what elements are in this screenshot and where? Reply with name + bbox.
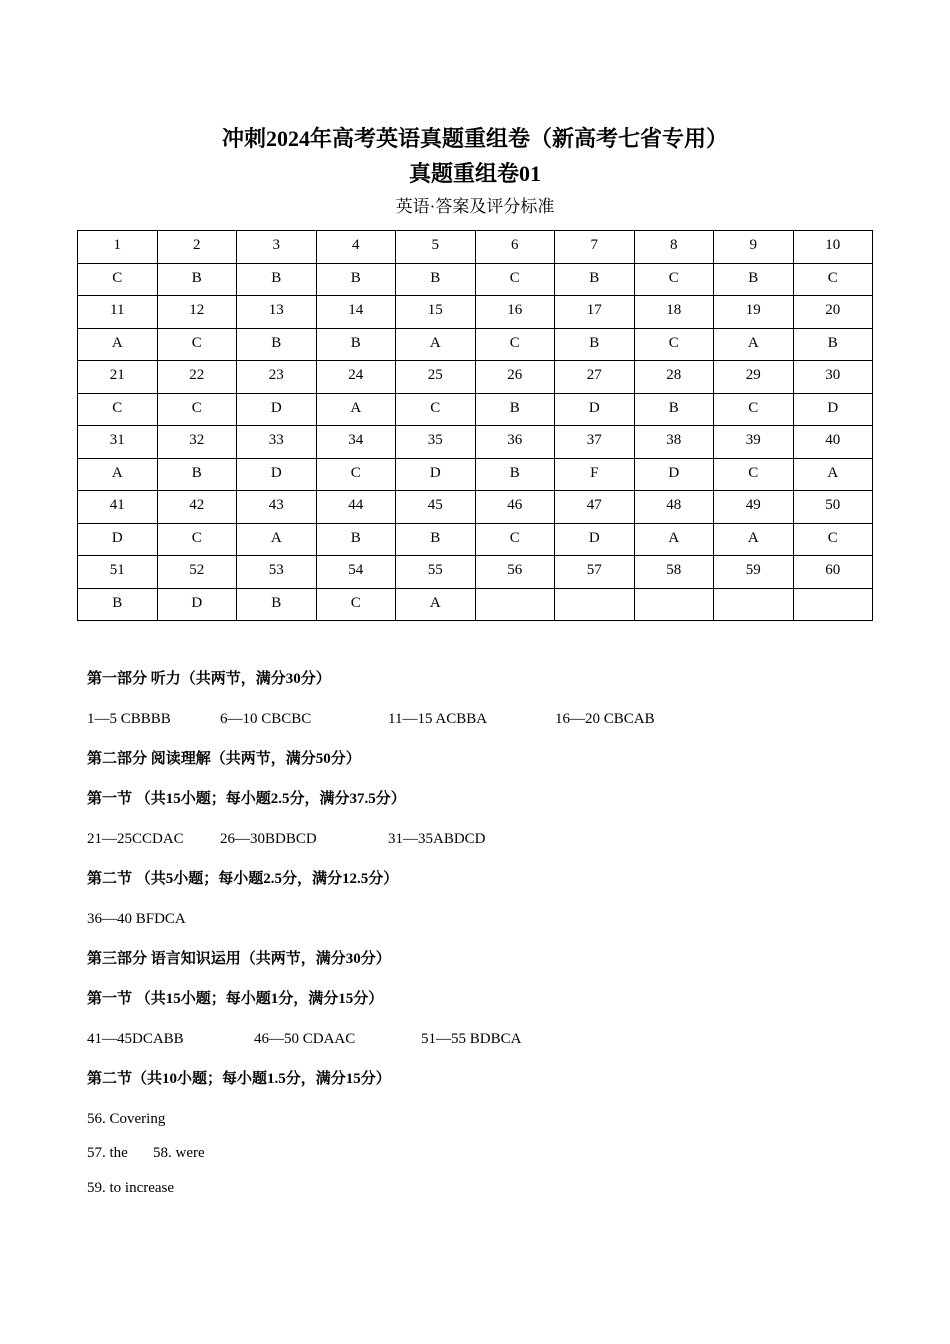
question-number-cell: 5 bbox=[396, 231, 476, 264]
question-number-cell: 18 bbox=[634, 296, 714, 329]
question-number-cell: 44 bbox=[316, 491, 396, 524]
answer-cell bbox=[793, 588, 873, 621]
question-number-row bbox=[78, 361, 873, 394]
answer-cell: D bbox=[237, 393, 317, 426]
question-number-cell: 59 bbox=[714, 556, 794, 589]
answer-cell: A bbox=[793, 458, 873, 491]
part1-heading: 第一部分 听力（共两节，满分30分） bbox=[87, 671, 331, 687]
answer-cell: B bbox=[793, 328, 873, 361]
fill-answers-row bbox=[87, 1143, 487, 1163]
answer-cell bbox=[555, 588, 635, 621]
answer-group: 46—50 CDAAC bbox=[254, 1031, 356, 1047]
question-number-cell: 52 bbox=[157, 556, 237, 589]
answer-cell: D bbox=[157, 588, 237, 621]
question-number-cell: 25 bbox=[396, 361, 476, 394]
question-number-cell: 41 bbox=[78, 491, 158, 524]
part3-heading: 第三部分 语言知识运用（共两节，满分30分） bbox=[87, 951, 391, 967]
question-number-cell: 2 bbox=[157, 231, 237, 264]
question-number-cell: 37 bbox=[555, 426, 635, 459]
answer-group: 21—25CCDAC bbox=[87, 831, 184, 847]
answer-cell: B bbox=[157, 458, 237, 491]
answer-cell: F bbox=[555, 458, 635, 491]
answer-cell: A bbox=[78, 328, 158, 361]
question-number-cell: 22 bbox=[157, 361, 237, 394]
answer-row bbox=[78, 263, 873, 296]
answer-cell: C bbox=[475, 263, 555, 296]
answer-cell: B bbox=[237, 328, 317, 361]
question-number-cell: 35 bbox=[396, 426, 476, 459]
part1-answers bbox=[87, 709, 787, 729]
question-number-cell: 53 bbox=[237, 556, 317, 589]
question-number-cell: 19 bbox=[714, 296, 794, 329]
answer-cell: C bbox=[793, 263, 873, 296]
question-number-cell: 42 bbox=[157, 491, 237, 524]
question-number-cell: 10 bbox=[793, 231, 873, 264]
answer-cell: A bbox=[714, 328, 794, 361]
answer-cell: D bbox=[634, 458, 714, 491]
question-number-cell: 36 bbox=[475, 426, 555, 459]
part2-section1-answers bbox=[87, 829, 787, 849]
question-number-cell: 45 bbox=[396, 491, 476, 524]
question-number-row bbox=[78, 296, 873, 329]
question-number-cell: 15 bbox=[396, 296, 476, 329]
answer-cell: D bbox=[396, 458, 476, 491]
question-number-cell: 21 bbox=[78, 361, 158, 394]
answer-cell: A bbox=[237, 523, 317, 556]
answer-cell: B bbox=[316, 328, 396, 361]
answer-row bbox=[78, 458, 873, 491]
question-number-cell: 9 bbox=[714, 231, 794, 264]
answer-cell: A bbox=[634, 523, 714, 556]
fill-answer-59: 59. to increase bbox=[87, 1180, 175, 1196]
answer-group: 31—35ABDCD bbox=[388, 831, 486, 847]
question-number-cell: 58 bbox=[634, 556, 714, 589]
answer-cell: B bbox=[475, 393, 555, 426]
question-number-row bbox=[78, 491, 873, 524]
answer-cell: C bbox=[316, 458, 396, 491]
answer-table-body bbox=[78, 231, 873, 621]
answer-cell: B bbox=[157, 263, 237, 296]
question-number-row bbox=[78, 426, 873, 459]
answer-table bbox=[77, 230, 873, 621]
question-number-cell: 48 bbox=[634, 491, 714, 524]
question-number-cell: 23 bbox=[237, 361, 317, 394]
answer-cell bbox=[714, 588, 794, 621]
part2-section2-heading: 第二节 （共5小题；每小题2.5分，满分12.5分） bbox=[87, 871, 399, 887]
answer-cell: C bbox=[316, 588, 396, 621]
answer-cell: A bbox=[396, 328, 476, 361]
answer-cell: B bbox=[78, 588, 158, 621]
answer-cell: A bbox=[78, 458, 158, 491]
answer-cell: B bbox=[316, 263, 396, 296]
answer-group: 16—20 CBCAB bbox=[555, 711, 655, 727]
question-number-cell: 54 bbox=[316, 556, 396, 589]
question-number-cell: 49 bbox=[714, 491, 794, 524]
answer-cell: B bbox=[316, 523, 396, 556]
question-number-cell: 7 bbox=[555, 231, 635, 264]
answer-cell: A bbox=[396, 588, 476, 621]
part3-section2-heading: 第二节（共10小题；每小题1.5分，满分15分） bbox=[87, 1071, 391, 1087]
answer-cell: D bbox=[793, 393, 873, 426]
fill-answer-56: 56. Covering bbox=[87, 1111, 166, 1127]
document-title: 冲刺2024年高考英语真题重组卷（新高考七省专用） bbox=[221, 126, 728, 151]
question-number-cell: 24 bbox=[316, 361, 396, 394]
answer-cell: C bbox=[714, 458, 794, 491]
answer-cell: C bbox=[157, 328, 237, 361]
answer-cell: C bbox=[78, 263, 158, 296]
fill-answer-58: 58. were bbox=[153, 1145, 205, 1161]
answer-cell: B bbox=[475, 458, 555, 491]
answer-cell: D bbox=[555, 523, 635, 556]
question-number-cell: 17 bbox=[555, 296, 635, 329]
question-number-cell: 6 bbox=[475, 231, 555, 264]
question-number-cell: 51 bbox=[78, 556, 158, 589]
question-number-cell: 12 bbox=[157, 296, 237, 329]
part2-section1-heading: 第一节 （共15小题；每小题2.5分，满分37.5分） bbox=[87, 791, 406, 807]
question-number-cell: 57 bbox=[555, 556, 635, 589]
answer-cell: B bbox=[237, 588, 317, 621]
answer-cell: C bbox=[634, 328, 714, 361]
document-subtitle: 真题重组卷01 bbox=[408, 161, 541, 186]
part3-section1-heading: 第一节 （共15小题；每小题1分，满分15分） bbox=[87, 991, 384, 1007]
answer-cell: B bbox=[714, 263, 794, 296]
answer-cell: B bbox=[237, 263, 317, 296]
question-number-cell: 13 bbox=[237, 296, 317, 329]
question-number-cell: 27 bbox=[555, 361, 635, 394]
question-number-cell: 1 bbox=[78, 231, 158, 264]
answer-cell: D bbox=[78, 523, 158, 556]
question-number-cell: 28 bbox=[634, 361, 714, 394]
question-number-cell: 50 bbox=[793, 491, 873, 524]
document-caption: 英语·答案及评分标准 bbox=[395, 197, 555, 216]
question-number-cell: 32 bbox=[157, 426, 237, 459]
question-number-cell: 16 bbox=[475, 296, 555, 329]
answer-cell: C bbox=[793, 523, 873, 556]
answer-cell: B bbox=[634, 393, 714, 426]
question-number-row bbox=[78, 231, 873, 264]
answer-group: 6—10 CBCBC bbox=[220, 711, 312, 727]
question-number-cell: 29 bbox=[714, 361, 794, 394]
question-number-cell: 40 bbox=[793, 426, 873, 459]
answer-group: 1—5 CBBBB bbox=[87, 711, 171, 727]
answer-cell: A bbox=[316, 393, 396, 426]
answer-group: 26—30BDBCD bbox=[220, 831, 317, 847]
question-number-cell: 31 bbox=[78, 426, 158, 459]
question-number-cell: 8 bbox=[634, 231, 714, 264]
question-number-cell: 4 bbox=[316, 231, 396, 264]
answer-cell bbox=[475, 588, 555, 621]
question-number-cell: 39 bbox=[714, 426, 794, 459]
answer-group: 41—45DCABB bbox=[87, 1031, 184, 1047]
part2-heading: 第二部分 阅读理解（共两节，满分50分） bbox=[87, 751, 361, 767]
question-number-cell: 56 bbox=[475, 556, 555, 589]
question-number-cell: 26 bbox=[475, 361, 555, 394]
question-number-cell: 34 bbox=[316, 426, 396, 459]
question-number-cell: 33 bbox=[237, 426, 317, 459]
answer-cell: C bbox=[78, 393, 158, 426]
answer-cell: B bbox=[555, 328, 635, 361]
answer-row bbox=[78, 393, 873, 426]
question-number-cell: 11 bbox=[78, 296, 158, 329]
question-number-cell: 20 bbox=[793, 296, 873, 329]
answer-cell: B bbox=[396, 263, 476, 296]
question-number-cell: 38 bbox=[634, 426, 714, 459]
answer-row bbox=[78, 523, 873, 556]
question-number-cell: 14 bbox=[316, 296, 396, 329]
question-number-cell: 46 bbox=[475, 491, 555, 524]
answer-cell: C bbox=[157, 523, 237, 556]
answer-cell: B bbox=[555, 263, 635, 296]
answer-cell: C bbox=[714, 393, 794, 426]
answer-cell: C bbox=[157, 393, 237, 426]
question-number-cell: 55 bbox=[396, 556, 476, 589]
question-number-row bbox=[78, 556, 873, 589]
answer-row bbox=[78, 328, 873, 361]
question-number-cell: 3 bbox=[237, 231, 317, 264]
answer-cell: C bbox=[396, 393, 476, 426]
question-number-cell: 60 bbox=[793, 556, 873, 589]
question-number-cell: 47 bbox=[555, 491, 635, 524]
answer-group: 11—15 ACBBA bbox=[388, 711, 488, 727]
question-number-cell: 30 bbox=[793, 361, 873, 394]
fill-answer-57: 57. the bbox=[87, 1145, 128, 1161]
answer-cell: B bbox=[396, 523, 476, 556]
answer-cell: C bbox=[475, 523, 555, 556]
answer-cell bbox=[634, 588, 714, 621]
answer-cell: D bbox=[555, 393, 635, 426]
part2-section2-answers: 36—40 BFDCA bbox=[87, 911, 186, 927]
answer-cell: C bbox=[634, 263, 714, 296]
answer-row bbox=[78, 588, 873, 621]
question-number-cell: 43 bbox=[237, 491, 317, 524]
answer-cell: A bbox=[714, 523, 794, 556]
answer-cell: D bbox=[237, 458, 317, 491]
answer-cell: C bbox=[475, 328, 555, 361]
answer-group: 51—55 BDBCA bbox=[421, 1031, 522, 1047]
part3-section1-answers bbox=[87, 1029, 787, 1049]
